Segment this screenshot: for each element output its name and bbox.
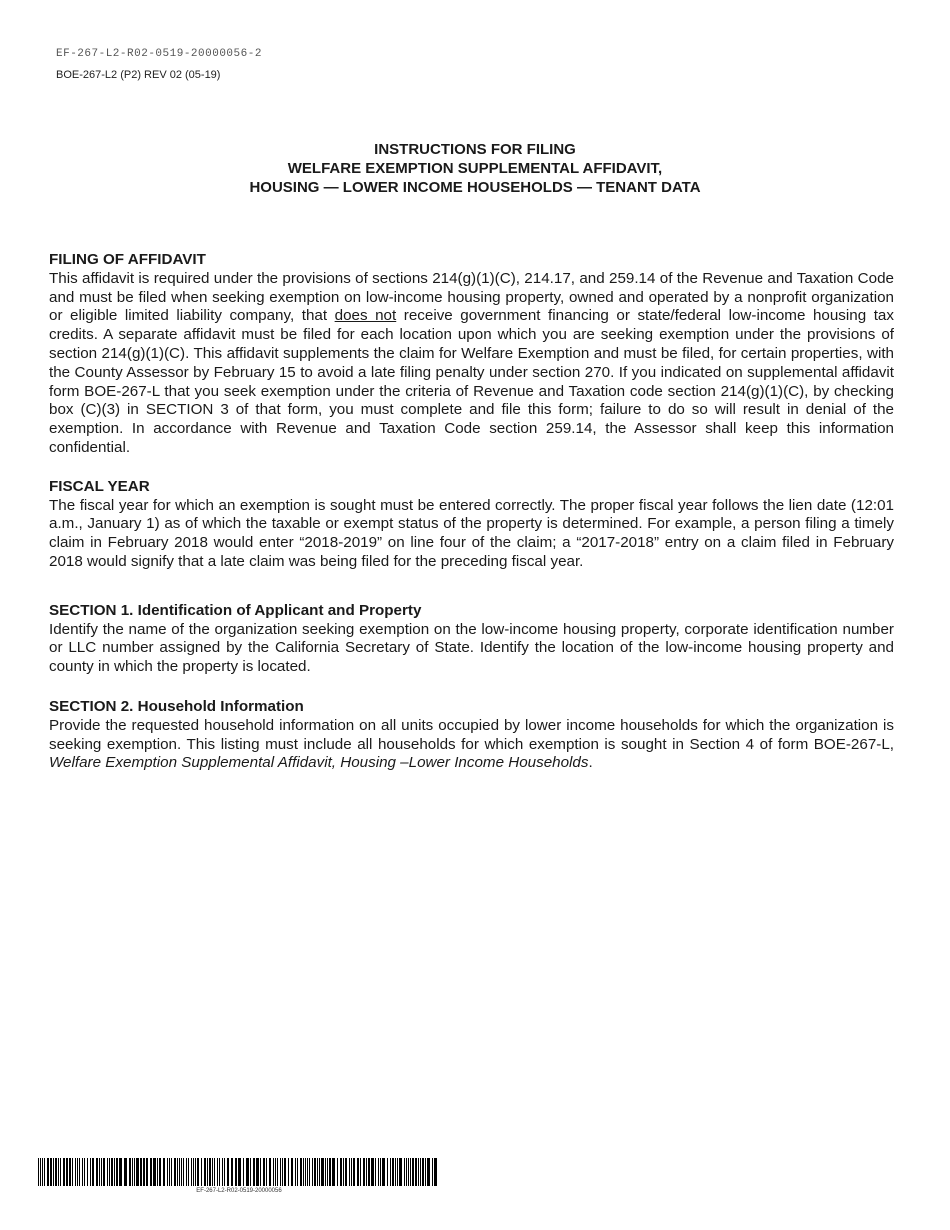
barcode-bar xyxy=(53,1158,54,1186)
section-2-heading: SECTION 2. Household Information xyxy=(49,697,304,715)
barcode-bar xyxy=(349,1158,350,1186)
section-2-text-after: . xyxy=(588,754,593,772)
section-2-text-before: Provide the requested household information on all units occupied by lower income households for which the organization is seeking exemption. This listing must include all households for which exemption is sought in Section 4 of form BOE-267-L, xyxy=(49,716,894,753)
barcode-bar xyxy=(295,1158,296,1186)
barcode-bar xyxy=(96,1158,98,1186)
barcode-bar xyxy=(300,1158,302,1186)
barcode-bar xyxy=(312,1158,313,1186)
barcode-bar xyxy=(159,1158,161,1186)
barcode-bar xyxy=(340,1158,342,1186)
form-revision: BOE-267-L2 (P2) REV 02 (05-19) xyxy=(56,69,221,81)
fiscal-year-heading: FISCAL YEAR xyxy=(49,477,150,495)
barcode-bar xyxy=(193,1158,194,1186)
barcode-bar xyxy=(375,1158,376,1186)
barcode-bar xyxy=(179,1158,180,1186)
barcode-bar xyxy=(119,1158,122,1186)
barcode-bar xyxy=(327,1158,328,1186)
barcode-bar xyxy=(143,1158,145,1186)
barcode-bar xyxy=(399,1158,402,1186)
barcode-bar xyxy=(434,1158,437,1186)
barcode-bar xyxy=(87,1158,88,1186)
barcode-bar xyxy=(363,1158,365,1186)
barcode-bar xyxy=(58,1158,59,1186)
barcode-bar xyxy=(395,1158,396,1186)
barcode-bar xyxy=(408,1158,409,1186)
barcode-bar xyxy=(280,1158,281,1186)
barcode-bar xyxy=(366,1158,367,1186)
barcode-bar xyxy=(38,1158,39,1186)
barcode-bar xyxy=(307,1158,308,1186)
barcode-bar xyxy=(420,1158,421,1186)
barcode-bar xyxy=(55,1158,57,1186)
barcode-bar xyxy=(134,1158,135,1186)
barcode-bar xyxy=(321,1158,324,1186)
barcode-bar xyxy=(282,1158,283,1186)
section-fiscal-year xyxy=(49,478,894,572)
barcode-bar xyxy=(109,1158,110,1186)
section-2-paragraph xyxy=(49,717,894,773)
barcode-bar xyxy=(224,1158,225,1186)
barcode-bar xyxy=(183,1158,184,1186)
barcode-bar xyxy=(297,1158,298,1186)
barcode-bar xyxy=(309,1158,310,1186)
barcode-bar xyxy=(222,1158,223,1186)
barcode-bar xyxy=(392,1158,394,1186)
barcode-bar xyxy=(99,1158,100,1186)
barcode-bar xyxy=(72,1158,73,1186)
barcode-bar xyxy=(79,1158,80,1186)
barcode-bar xyxy=(410,1158,411,1186)
barcode-bar xyxy=(207,1158,208,1186)
barcode-bar xyxy=(66,1158,68,1186)
barcode-bar xyxy=(418,1158,419,1186)
filing-text-after: receive government financing or state/federal low-income housing tax credits. A separate affidavit must be filed for each location upon which you are seeking exemption under the provisions of section 214(g)(1)(C). This affidavit supplements the claim for Welfare Exemption and must be filed, for certain properties, with the County Assessor by February 15 to avoid a late filing penalty under section 270. If you indicated on supplemental affidavit form BOE-267-L that you seek exemption under the criteria of Revenue and Taxation code section 214(g)(1)(C), by checking box (C)(3) in SECTION 3 of that form, you must complete and file this form; failure to do so will result in denial of the exemption. In accordance with Revenue and Taxation Code section 259.14, the Assessor shall keep this information confidential. xyxy=(49,307,894,456)
barcode-bar xyxy=(82,1158,83,1186)
barcode-bar xyxy=(169,1158,170,1186)
filing-paragraph xyxy=(49,270,894,458)
barcode-bar xyxy=(132,1158,133,1186)
barcode-bar xyxy=(273,1158,274,1186)
barcode-bar xyxy=(174,1158,176,1186)
barcode-bar xyxy=(90,1158,91,1186)
barcode-bar xyxy=(345,1158,347,1186)
barcode-bar xyxy=(291,1158,293,1186)
barcode-bar xyxy=(371,1158,374,1186)
barcode-bar xyxy=(275,1158,276,1186)
barcode-bar xyxy=(351,1158,352,1186)
filing-text-before: This affidavit is required under the provisions of sections 214(g)(1)(C), 214.17, and 259.14 of the Revenue and Taxation Code and must be filed when seeking exemption on low-income housing property, owned and operated by a nonprofit organization or eligible limited liability company, that xyxy=(49,269,894,325)
barcode-bar xyxy=(146,1158,148,1186)
barcode-bar xyxy=(136,1158,139,1186)
filing-underlined: does not xyxy=(334,307,397,325)
barcode-bar xyxy=(332,1158,335,1186)
barcode-bar xyxy=(303,1158,304,1186)
barcode-bar xyxy=(314,1158,316,1186)
barcode-bar xyxy=(186,1158,187,1186)
barcode-bar xyxy=(188,1158,189,1186)
title-line-2: WELFARE EXEMPTION SUPPLEMENTAL AFFIDAVIT, xyxy=(287,160,663,177)
barcode-bar xyxy=(305,1158,306,1186)
barcode-bar xyxy=(116,1158,118,1186)
barcode-bar xyxy=(427,1158,430,1186)
barcode-bar xyxy=(260,1158,261,1186)
barcode-caption: EF-267-L2-R02-0519-20000056 xyxy=(196,1188,282,1194)
barcode xyxy=(38,1158,440,1186)
barcode-bar xyxy=(181,1158,182,1186)
barcode-bar xyxy=(360,1158,361,1186)
document-title xyxy=(0,140,950,197)
barcode-bar xyxy=(42,1158,43,1186)
barcode-bar xyxy=(163,1158,165,1186)
barcode-bar xyxy=(432,1158,433,1186)
barcode-bar xyxy=(238,1158,241,1186)
barcode-bar xyxy=(284,1158,286,1186)
fiscal-year-paragraph: The fiscal year for which an exemption is sought must be entered correctly. The proper fiscal year follows the lien date (12:01 a.m., January 1) as of which the taxable or exempt status of the property is determined. For example, a person filing a timely claim in February 2018 would enter “2018-2019” on line four of the claim; a “2017-2018” entry on a claim filed in February 2018 would signify that a late claim was being filed for the preceding fiscal year. xyxy=(49,496,894,570)
barcode-bar xyxy=(368,1158,370,1186)
barcode-bar xyxy=(60,1158,61,1186)
barcode-bar xyxy=(217,1158,218,1186)
barcode-bar xyxy=(269,1158,271,1186)
section-1-heading: SECTION 1. Identification of Applicant and Property xyxy=(49,601,422,619)
barcode-bar xyxy=(157,1158,158,1186)
barcode-bar xyxy=(153,1158,156,1186)
barcode-bar xyxy=(378,1158,379,1186)
barcode-bar xyxy=(92,1158,94,1186)
barcode-bar xyxy=(171,1158,172,1186)
barcode-bar xyxy=(246,1158,249,1186)
barcode-bar xyxy=(129,1158,131,1186)
barcode-bar xyxy=(404,1158,405,1186)
barcode-bar xyxy=(177,1158,178,1186)
section-2-italic: Welfare Exemption Supplemental Affidavit, Housing –Lower Income Households xyxy=(49,754,589,772)
barcode-bar xyxy=(425,1158,426,1186)
barcode-bar xyxy=(253,1158,255,1186)
barcode-bar xyxy=(256,1158,259,1186)
barcode-bar xyxy=(277,1158,278,1186)
barcode-bar xyxy=(422,1158,424,1186)
barcode-bar xyxy=(197,1158,199,1186)
barcode-bar xyxy=(250,1158,251,1186)
form-code: EF-267-L2-R02-0519-20000056-2 xyxy=(56,48,262,60)
barcode-bar xyxy=(191,1158,192,1186)
barcode-bar xyxy=(319,1158,320,1186)
barcode-bar xyxy=(235,1158,237,1186)
barcode-bar xyxy=(150,1158,152,1186)
barcode-bar xyxy=(63,1158,65,1186)
barcode-bar xyxy=(343,1158,344,1186)
barcode-bar xyxy=(77,1158,78,1186)
section-1-paragraph: Identify the name of the organization seeking exemption on the low-income housing property, corporate identification number or LLC number assigned by the California Secretary of State. Identify the location of the low-income housing property and county in which the property is located. xyxy=(49,620,894,676)
barcode-bar xyxy=(387,1158,388,1186)
instructions-body xyxy=(49,251,894,773)
barcode-bar xyxy=(353,1158,355,1186)
barcode-bar xyxy=(201,1158,202,1186)
barcode-bar xyxy=(406,1158,407,1186)
barcode-bar xyxy=(69,1158,71,1186)
barcode-bar xyxy=(111,1158,113,1186)
barcode-bar xyxy=(329,1158,331,1186)
barcode-bar xyxy=(397,1158,398,1186)
barcode-bar xyxy=(75,1158,76,1186)
title-line-3: HOUSING — LOWER INCOME HOUSEHOLDS — TENANT DATA xyxy=(249,179,701,196)
barcode-bar xyxy=(50,1158,52,1186)
barcode-bar xyxy=(84,1158,85,1186)
barcode-bar xyxy=(357,1158,359,1186)
barcode-bar xyxy=(101,1158,102,1186)
section-filing xyxy=(49,251,894,458)
barcode-bar xyxy=(227,1158,229,1186)
barcode-bar xyxy=(124,1158,127,1186)
barcode-bar xyxy=(288,1158,289,1186)
barcode-bar xyxy=(412,1158,414,1186)
barcode-bar xyxy=(107,1158,108,1186)
section-1 xyxy=(49,602,894,677)
barcode-bar xyxy=(219,1158,220,1186)
barcode-bar xyxy=(390,1158,391,1186)
barcode-bar xyxy=(380,1158,381,1186)
barcode-bar xyxy=(337,1158,338,1186)
barcode-bar xyxy=(415,1158,417,1186)
barcode-bar xyxy=(204,1158,206,1186)
barcode-bar xyxy=(209,1158,211,1186)
barcode-bar xyxy=(40,1158,41,1186)
filing-heading: FILING OF AFFIDAVIT xyxy=(49,251,206,268)
barcode-bar xyxy=(103,1158,105,1186)
barcode-bar xyxy=(317,1158,318,1186)
barcode-bar xyxy=(195,1158,196,1186)
barcode-bar xyxy=(167,1158,168,1186)
barcode-bar xyxy=(266,1158,267,1186)
barcode-bar xyxy=(263,1158,265,1186)
barcode-bar xyxy=(231,1158,233,1186)
barcode-bar xyxy=(47,1158,49,1186)
barcode-bar xyxy=(243,1158,244,1186)
barcode-bar xyxy=(325,1158,326,1186)
barcode-bar xyxy=(382,1158,385,1186)
barcode-bar xyxy=(114,1158,115,1186)
barcode-bar xyxy=(212,1158,213,1186)
barcode-bar xyxy=(44,1158,45,1186)
section-2 xyxy=(49,698,894,773)
barcode-bar xyxy=(140,1158,142,1186)
title-line-1: INSTRUCTIONS FOR FILING xyxy=(374,141,576,158)
barcode-bar xyxy=(214,1158,215,1186)
